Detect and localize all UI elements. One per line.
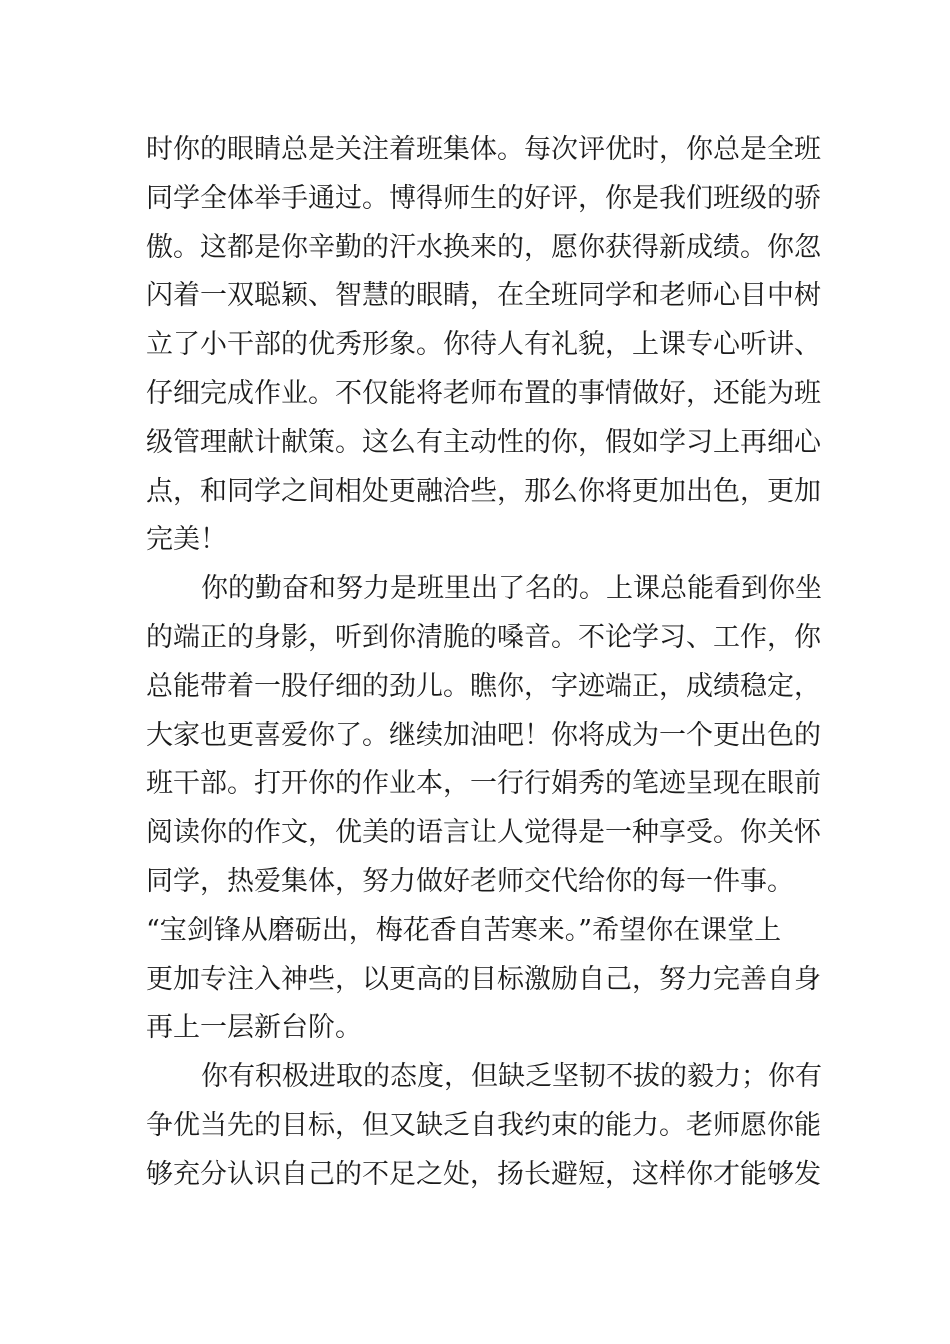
text-line: 的端正的身影，听到你清脆的嗓音。不论学习、工作，你 <box>146 621 821 653</box>
text-line: 点，和同学之间相处更融洽些，那么你将更加出色，更加 <box>146 475 821 507</box>
text-line: 总能带着一股仔细的劲儿。瞧你，字迹端正，成绩稳定， <box>146 670 821 702</box>
paragraph-start-line: 你的勤奋和努力是班里出了名的。上课总能看到你坐 <box>201 573 822 605</box>
text-line: 班干部。打开你的作业本，一行行娟秀的笔迹呈现在眼前 <box>146 768 821 800</box>
text-line: 级管理献计献策。这么有主动性的你，假如学习上再细心 <box>146 426 821 458</box>
text-line: 同学全体举手通过。博得师生的好评，你是我们班级的骄 <box>146 182 821 214</box>
text-line: 更加专注入神些，以更高的目标激励自己，努力完善自身 <box>146 963 821 995</box>
text-line: 闪着一双聪颖、智慧的眼睛，在全班同学和老师心目中树 <box>146 280 821 312</box>
text-line: “宝剑锋从磨砺出，梅花香自苦寒来。”希望你在课堂上 <box>146 914 782 946</box>
text-line: 立了小干部的优秀形象。你待人有礼貌，上课专心听讲、 <box>146 329 821 361</box>
text-line: 争优当先的目标，但又缺乏自我约束的能力。老师愿你能 <box>146 1109 821 1141</box>
text-line: 傲。这都是你辛勤的汗水换来的，愿你获得新成绩。你忽 <box>146 231 821 263</box>
text-line: 阅读你的作文，优美的语言让人觉得是一种享受。你关怀 <box>146 817 821 849</box>
text-line: 再上一层新台阶。 <box>146 1012 362 1044</box>
text-line: 大家也更喜爱你了。继续加油吧！你将成为一个更出色的 <box>146 719 821 751</box>
text-line: 时你的眼睛总是关注着班集体。每次评优时，你总是全班 <box>146 134 821 165</box>
text-line: 同学，热爱集体，努力做好老师交代给你的每一件事。 <box>146 865 794 897</box>
text-line: 仔细完成作业。不仅能将老师布置的事情做好，还能为班 <box>146 377 821 409</box>
paragraph-start-line: 你有积极进取的态度，但缺乏坚韧不拔的毅力；你有 <box>201 1061 822 1093</box>
text-line: 够充分认识自己的不足之处，扬长避短，这样你才能够发 <box>146 1158 821 1190</box>
text-line: 完美！ <box>146 524 227 556</box>
document-body <box>146 126 822 1200</box>
